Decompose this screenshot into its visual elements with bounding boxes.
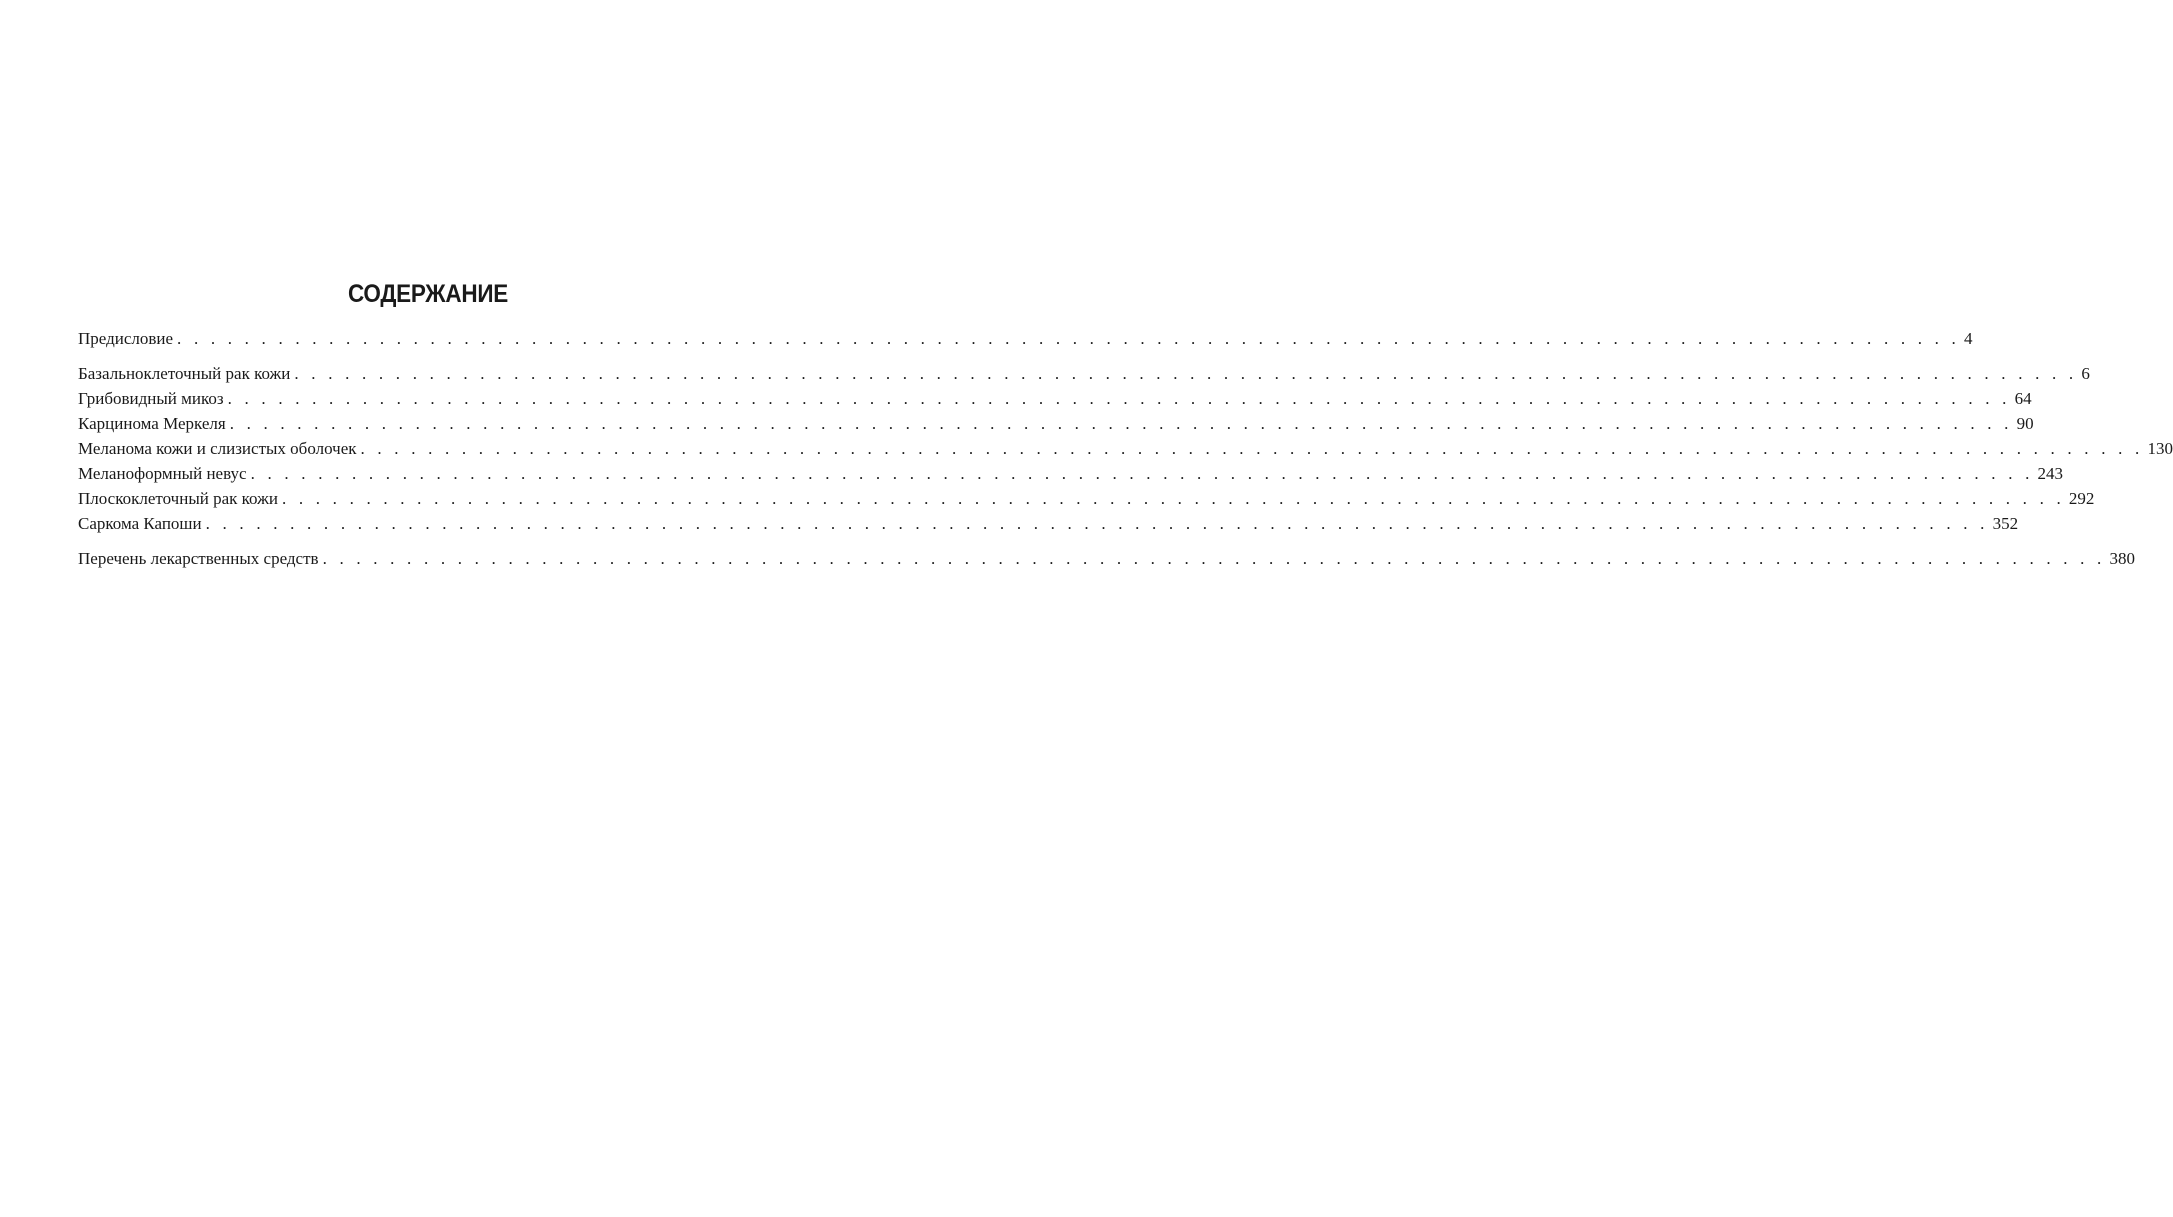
toc-entry-page: 6 bbox=[2081, 364, 2090, 383]
toc-entry-title: Предисловие bbox=[78, 329, 174, 348]
toc-dot-leader: . . . . . . . . . . . . . . . . . . . . . . . . . . . . . . . . . . . . . . . . . . . . . . . . . . . . . . . . . . . . . . . . . . . . . . . . . . . . . . . . . . . . . . . . . . . . . . . . . . . . . . . . . . bbox=[281, 489, 2065, 508]
toc-entry-page: 352 bbox=[1992, 514, 2019, 533]
toc-heading: СОДЕРЖАНИЕ bbox=[348, 280, 508, 308]
toc-entry-title: Карцинома Меркеля bbox=[78, 414, 226, 433]
toc-entry-mycosis-fungoides bbox=[78, 386, 2032, 411]
toc-entry-merkel-cell-carcinoma bbox=[78, 411, 2034, 436]
toc-dot-leader: . . . . . . . . . . . . . . . . . . . . . . . . . . . . . . . . . . . . . . . . . . . . . . . . . . . . . . . . . . . . . . . . . . . . . . . . . . . . . . . . . . . . . . . . . . . . . . . . . . . . . . . . . . bbox=[322, 549, 2106, 568]
toc-entry-page: 243 bbox=[2037, 464, 2064, 483]
toc-entry-title: Плоскоклеточный рак кожи bbox=[78, 489, 278, 508]
toc-entry-drug-list bbox=[78, 546, 2136, 571]
toc-entry-page: 90 bbox=[2016, 414, 2034, 433]
toc-entry-page: 130 bbox=[2147, 439, 2173, 458]
toc-entry-page: 64 bbox=[2014, 389, 2032, 408]
toc-dot-leader: . . . . . . . . . . . . . . . . . . . . . . . . . . . . . . . . . . . . . . . . . . . . . . . . . . . . . . . . . . . . . . . . . . . . . . . . . . . . . . . . . . . . . . . . . . . . . . . . . . . . . . . . . . bbox=[250, 464, 2034, 483]
toc-dot-leader: . . . . . . . . . . . . . . . . . . . . . . . . . . . . . . . . . . . . . . . . . . . . . . . . . . . . . . . . . . . . . . . . . . . . . . . . . . . . . . . . . . . . . . . . . . . . . . . . . . . . . . . . . . bbox=[177, 329, 1960, 348]
toc-entry-title: Меланома кожи и слизистых оболочек bbox=[78, 439, 357, 458]
toc-entry-preface bbox=[78, 326, 1973, 351]
toc-entry-basal-cell-carcinoma bbox=[78, 361, 2090, 386]
toc-entry-title: Грибовидный микоз bbox=[78, 389, 224, 408]
table-of-contents bbox=[78, 326, 2173, 571]
toc-entry-title: Базальноклеточный рак кожи bbox=[78, 364, 291, 383]
toc-entry-page: 380 bbox=[2109, 549, 2136, 568]
toc-dot-leader: . . . . . . . . . . . . . . . . . . . . . . . . . . . . . . . . . . . . . . . . . . . . . . . . . . . . . . . . . . . . . . . . . . . . . . . . . . . . . . . . . . . . . . . . . . . . . . . . . . . . . . . . . . bbox=[227, 389, 2011, 408]
toc-entry-page: 292 bbox=[2068, 489, 2095, 508]
toc-entry-squamous-cell-carcinoma bbox=[78, 486, 2095, 511]
toc-entry-title: Саркома Капоши bbox=[78, 514, 202, 533]
toc-entry-kaposi-sarcoma bbox=[78, 511, 2019, 536]
toc-entry-title: Перечень лекарственных средств bbox=[78, 549, 319, 568]
toc-entry-melanoma bbox=[78, 436, 2173, 461]
toc-entry-title: Меланоформный невус bbox=[78, 464, 247, 483]
toc-dot-leader: . . . . . . . . . . . . . . . . . . . . . . . . . . . . . . . . . . . . . . . . . . . . . . . . . . . . . . . . . . . . . . . . . . . . . . . . . . . . . . . . . . . . . . . . . . . . . . . . . . . . . . . . . . bbox=[205, 514, 1989, 533]
toc-dot-leader: . . . . . . . . . . . . . . . . . . . . . . . . . . . . . . . . . . . . . . . . . . . . . . . . . . . . . . . . . . . . . . . . . . . . . . . . . . . . . . . . . . . . . . . . . . . . . . . . . . . . . . . . . . bbox=[294, 364, 2078, 383]
toc-dot-leader: . . . . . . . . . . . . . . . . . . . . . . . . . . . . . . . . . . . . . . . . . . . . . . . . . . . . . . . . . . . . . . . . . . . . . . . . . . . . . . . . . . . . . . . . . . . . . . . . . . . . . . . . . . bbox=[360, 439, 2144, 458]
toc-entry-melanoform-nevus bbox=[78, 461, 2064, 486]
toc-entry-page: 4 bbox=[1964, 329, 1973, 348]
toc-dot-leader: . . . . . . . . . . . . . . . . . . . . . . . . . . . . . . . . . . . . . . . . . . . . . . . . . . . . . . . . . . . . . . . . . . . . . . . . . . . . . . . . . . . . . . . . . . . . . . . . . . . . . . . . . . bbox=[229, 414, 2013, 433]
